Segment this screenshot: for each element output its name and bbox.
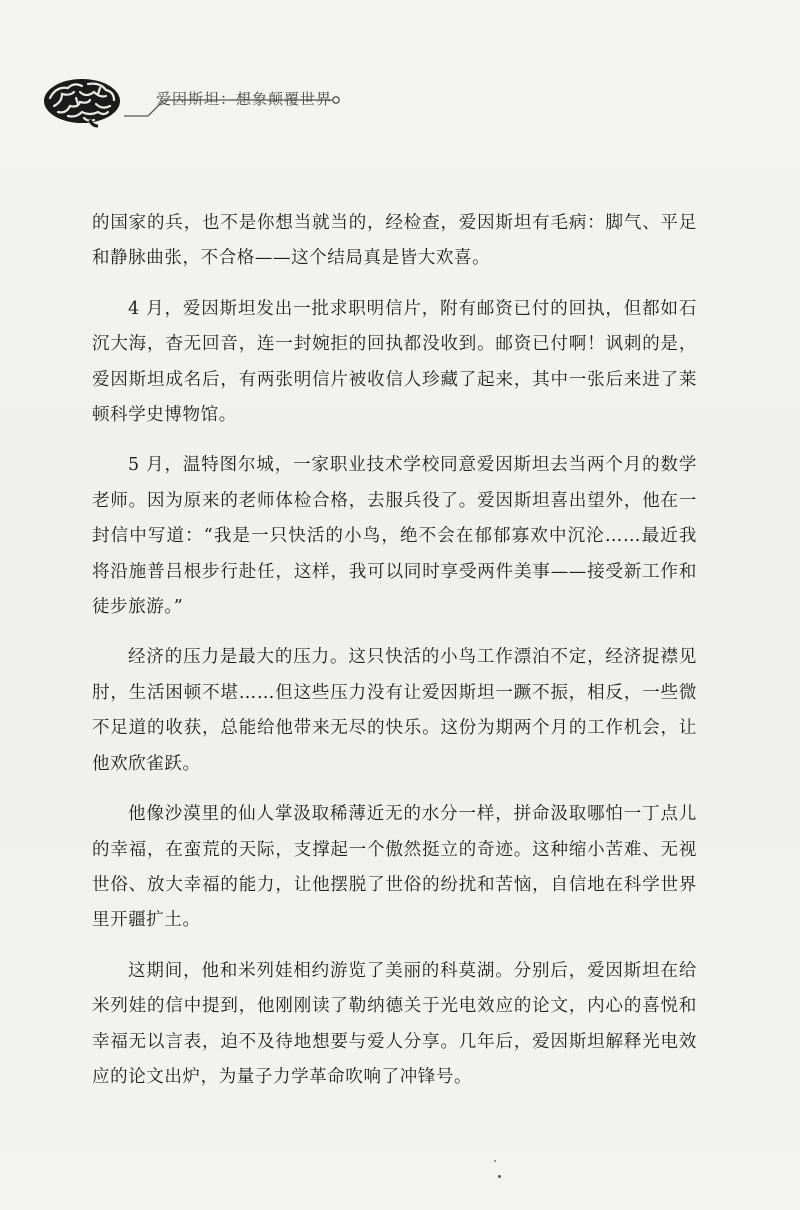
book-title: 爱因斯坦：想象颠覆世界 bbox=[156, 90, 333, 108]
running-header bbox=[40, 72, 340, 132]
paragraph-1: 的国家的兵，也不是你想当就当的，经检查，爱因斯坦有毛病：脚气、平足和静脉曲张，不合格——这个结局真是皆大欢喜。 bbox=[92, 213, 697, 269]
print-speck bbox=[494, 1160, 496, 1162]
paragraph-3: 5 月，温特图尔城，一家职业技术学校同意爱因斯坦去当两个月的数学老师。因为原来的老师体检合格，去服兵役了。爱因斯坦喜出望外，他在一封信中写道：“我是一只快活的小鸟，绝不会在郁郁寡欢中沉沦……最近我将沿施普吕根步行赴任，这样，我可以同时享受两件美事——接受新工作和徒步旅游。” bbox=[92, 455, 697, 618]
body-text bbox=[92, 206, 697, 1110]
brain-maze-icon bbox=[40, 74, 124, 128]
paragraph-4: 经济的压力是最大的压力。这只快活的小鸟工作漂泊不定，经济捉襟见肘，生活困顿不堪……但这些压力没有让爱因斯坦一蹶不振，相反，一些微不足道的收获，总能给他带来无尽的快乐。这份为期两个月的工作机会，让他欢欣雀跃。 bbox=[92, 647, 697, 774]
paragraph-2: 4 月，爱因斯坦发出一批求职明信片，附有邮资已付的回执，但都如石沉大海，杳无回音，连一封婉拒的回执都没收到。邮资已付啊！讽刺的是，爱因斯坦成名后，有两张明信片被收信人珍藏了起来，其中一张后来进了莱顿科学史博物馆。 bbox=[92, 298, 697, 426]
paragraph-5: 他像沙漠里的仙人掌汲取稀薄近无的水分一样，拼命汲取哪怕一丁点儿的幸福，在蛮荒的天际，支撑起一个傲然挺立的奇迹。这种缩小苦难、无视世俗、放大幸福的能力，让他摆脱了世俗的纷扰和苦恼，自信地在科学世界里开疆扩土。 bbox=[92, 804, 697, 931]
paragraph-6: 这期间，他和米列娃相约游览了美丽的科莫湖。分别后，爱因斯坦在给米列娃的信中提到，他刚刚读了勒纳德关于光电效应的论文，内心的喜悦和幸福无以言表，迫不及待地想要与爱人分享。几年后，爱因斯坦解释光电效应的论文出炉，为量子力学革命吹响了冲锋号。 bbox=[92, 960, 697, 1087]
print-speck bbox=[498, 1175, 501, 1178]
